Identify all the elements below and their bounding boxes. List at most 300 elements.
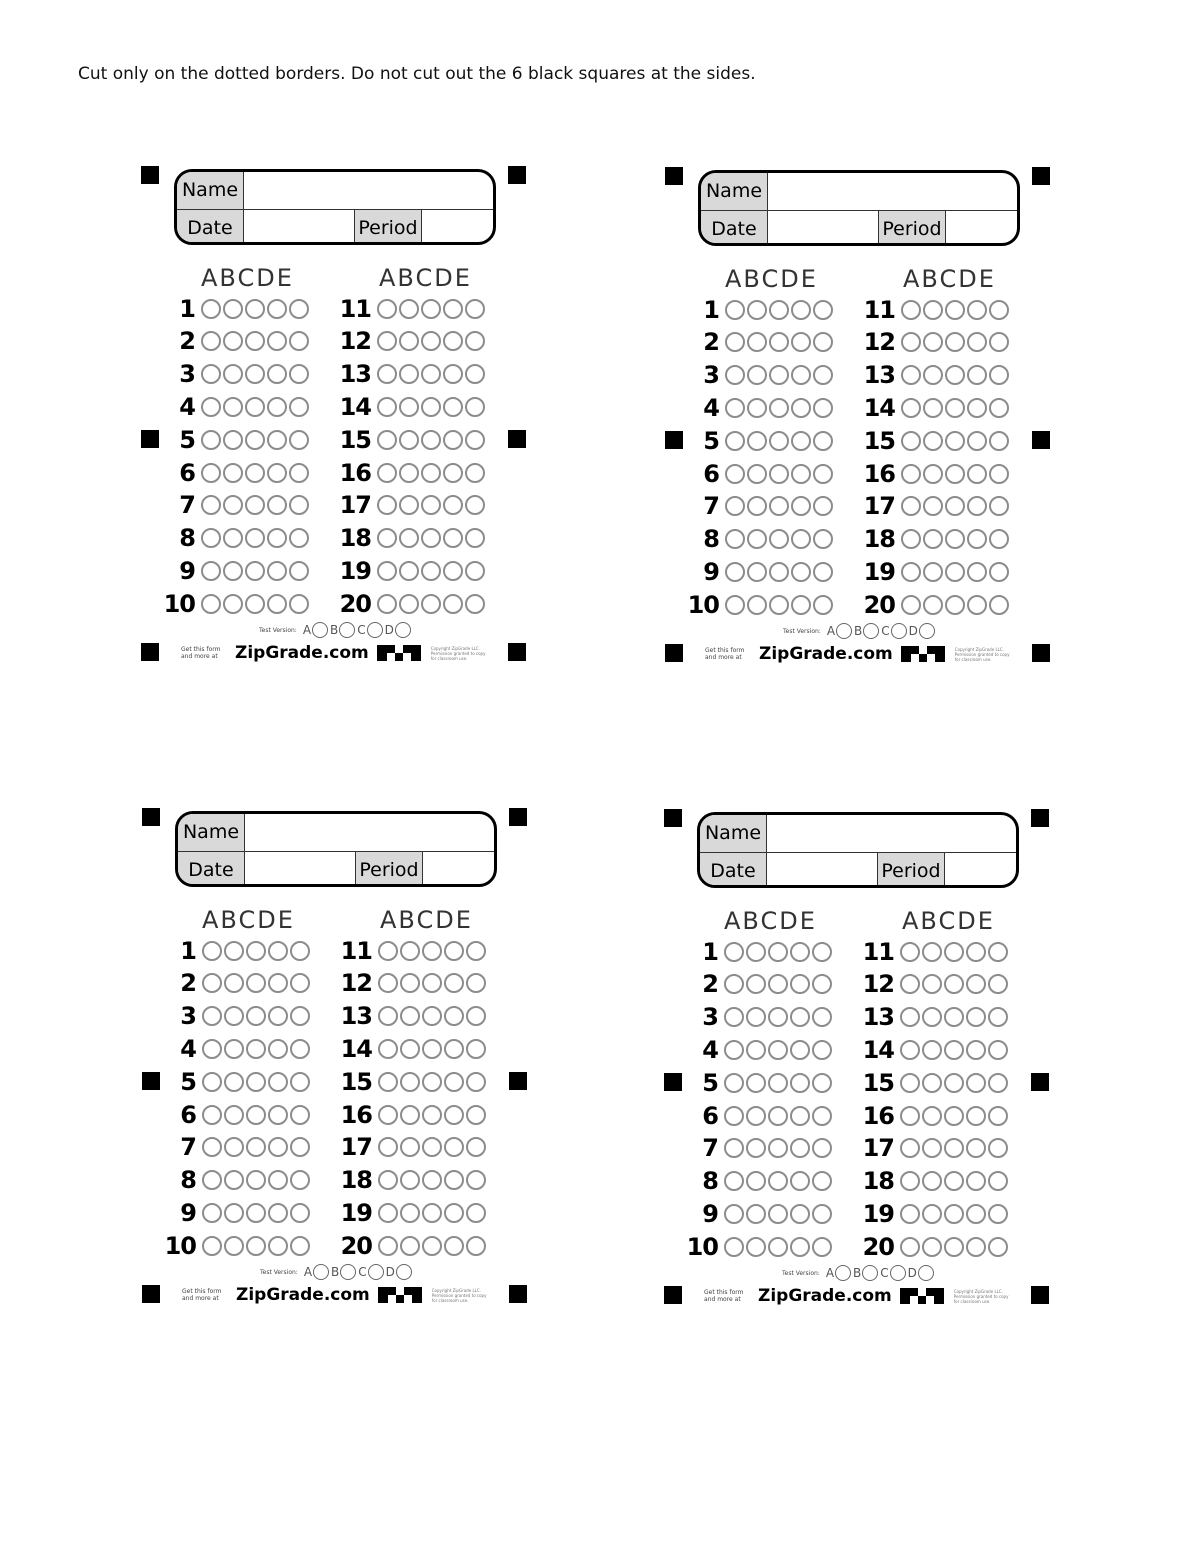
answer-bubble-d[interactable] bbox=[967, 431, 987, 451]
answer-bubble-e[interactable] bbox=[290, 1203, 310, 1223]
answer-bubble-b[interactable] bbox=[747, 496, 767, 516]
period-field[interactable] bbox=[945, 853, 1016, 888]
answer-bubble-d[interactable] bbox=[268, 1170, 288, 1190]
answer-bubble-e[interactable] bbox=[812, 1237, 832, 1257]
answer-bubble-d[interactable] bbox=[268, 1006, 288, 1026]
answer-bubble-b[interactable] bbox=[224, 1105, 244, 1125]
answer-bubble-b[interactable] bbox=[223, 397, 243, 417]
answer-bubble-e[interactable] bbox=[989, 496, 1009, 516]
answer-bubble-b[interactable] bbox=[224, 1006, 244, 1026]
answer-bubble-a[interactable] bbox=[900, 1007, 920, 1027]
answer-bubble-c[interactable] bbox=[768, 1138, 788, 1158]
answer-bubble-d[interactable] bbox=[791, 464, 811, 484]
answer-bubble-b[interactable] bbox=[399, 463, 419, 483]
answer-bubble-e[interactable] bbox=[465, 299, 485, 319]
answer-bubble-d[interactable] bbox=[267, 331, 287, 351]
answer-bubble-d[interactable] bbox=[268, 1105, 288, 1125]
answer-bubble-a[interactable] bbox=[378, 1006, 398, 1026]
answer-bubble-d[interactable] bbox=[443, 594, 463, 614]
answer-bubble-d[interactable] bbox=[967, 595, 987, 615]
answer-bubble-a[interactable] bbox=[202, 941, 222, 961]
answer-bubble-c[interactable] bbox=[246, 941, 266, 961]
answer-bubble-d[interactable] bbox=[967, 529, 987, 549]
answer-bubble-e[interactable] bbox=[466, 1039, 486, 1059]
answer-bubble-d[interactable] bbox=[444, 1105, 464, 1125]
answer-bubble-e[interactable] bbox=[289, 397, 309, 417]
answer-bubble-c[interactable] bbox=[246, 1203, 266, 1223]
answer-bubble-a[interactable] bbox=[901, 332, 921, 352]
answer-bubble-e[interactable] bbox=[988, 974, 1008, 994]
answer-bubble-b[interactable] bbox=[747, 365, 767, 385]
answer-bubble-e[interactable] bbox=[988, 1171, 1008, 1191]
answer-bubble-c[interactable] bbox=[769, 398, 789, 418]
answer-bubble-d[interactable] bbox=[966, 974, 986, 994]
answer-bubble-a[interactable] bbox=[901, 300, 921, 320]
answer-bubble-e[interactable] bbox=[813, 464, 833, 484]
answer-bubble-e[interactable] bbox=[290, 1170, 310, 1190]
answer-bubble-e[interactable] bbox=[465, 331, 485, 351]
answer-bubble-d[interactable] bbox=[268, 941, 288, 961]
answer-bubble-e[interactable] bbox=[812, 1040, 832, 1060]
answer-bubble-a[interactable] bbox=[900, 1106, 920, 1126]
answer-bubble-a[interactable] bbox=[377, 463, 397, 483]
answer-bubble-e[interactable] bbox=[465, 561, 485, 581]
answer-bubble-a[interactable] bbox=[201, 430, 221, 450]
answer-bubble-a[interactable] bbox=[725, 562, 745, 582]
answer-bubble-e[interactable] bbox=[465, 495, 485, 515]
answer-bubble-b[interactable] bbox=[923, 529, 943, 549]
answer-bubble-a[interactable] bbox=[202, 1072, 222, 1092]
answer-bubble-a[interactable] bbox=[201, 331, 221, 351]
answer-bubble-a[interactable] bbox=[725, 496, 745, 516]
answer-bubble-e[interactable] bbox=[988, 1007, 1008, 1027]
answer-bubble-a[interactable] bbox=[377, 430, 397, 450]
answer-bubble-c[interactable] bbox=[769, 464, 789, 484]
answer-bubble-d[interactable] bbox=[967, 398, 987, 418]
answer-bubble-d[interactable] bbox=[967, 464, 987, 484]
answer-bubble-e[interactable] bbox=[812, 942, 832, 962]
answer-bubble-c[interactable] bbox=[944, 1138, 964, 1158]
answer-bubble-a[interactable] bbox=[377, 397, 397, 417]
answer-bubble-d[interactable] bbox=[443, 528, 463, 548]
answer-bubble-c[interactable] bbox=[246, 1105, 266, 1125]
answer-bubble-e[interactable] bbox=[466, 973, 486, 993]
answer-bubble-c[interactable] bbox=[768, 1237, 788, 1257]
answer-bubble-b[interactable] bbox=[224, 941, 244, 961]
answer-bubble-c[interactable] bbox=[769, 496, 789, 516]
date-field[interactable] bbox=[245, 852, 356, 887]
answer-bubble-e[interactable] bbox=[813, 595, 833, 615]
answer-bubble-c[interactable] bbox=[944, 1171, 964, 1191]
answer-bubble-a[interactable] bbox=[202, 1039, 222, 1059]
answer-bubble-c[interactable] bbox=[421, 364, 441, 384]
answer-bubble-d[interactable] bbox=[444, 1170, 464, 1190]
answer-bubble-c[interactable] bbox=[421, 430, 441, 450]
answer-bubble-d[interactable] bbox=[967, 332, 987, 352]
answer-bubble-e[interactable] bbox=[465, 528, 485, 548]
answer-bubble-a[interactable] bbox=[900, 1040, 920, 1060]
answer-bubble-a[interactable] bbox=[901, 365, 921, 385]
answer-bubble-a[interactable] bbox=[725, 431, 745, 451]
answer-bubble-b[interactable] bbox=[746, 1007, 766, 1027]
answer-bubble-e[interactable] bbox=[466, 1072, 486, 1092]
answer-bubble-c[interactable] bbox=[945, 496, 965, 516]
answer-bubble-d[interactable] bbox=[966, 1073, 986, 1093]
answer-bubble-c[interactable] bbox=[945, 365, 965, 385]
answer-bubble-e[interactable] bbox=[812, 1171, 832, 1191]
answer-bubble-c[interactable] bbox=[769, 595, 789, 615]
answer-bubble-b[interactable] bbox=[746, 1040, 766, 1060]
answer-bubble-e[interactable] bbox=[466, 1236, 486, 1256]
answer-bubble-c[interactable] bbox=[768, 1106, 788, 1126]
name-field[interactable] bbox=[767, 815, 1016, 852]
answer-bubble-a[interactable] bbox=[724, 1237, 744, 1257]
answer-bubble-d[interactable] bbox=[967, 562, 987, 582]
answer-bubble-e[interactable] bbox=[989, 529, 1009, 549]
answer-bubble-b[interactable] bbox=[399, 299, 419, 319]
answer-bubble-c[interactable] bbox=[421, 561, 441, 581]
answer-bubble-e[interactable] bbox=[989, 431, 1009, 451]
answer-bubble-e[interactable] bbox=[812, 1106, 832, 1126]
answer-bubble-d[interactable] bbox=[444, 973, 464, 993]
answer-bubble-c[interactable] bbox=[945, 595, 965, 615]
answer-bubble-c[interactable] bbox=[944, 1040, 964, 1060]
answer-bubble-a[interactable] bbox=[901, 464, 921, 484]
answer-bubble-a[interactable] bbox=[377, 331, 397, 351]
answer-bubble-a[interactable] bbox=[900, 1171, 920, 1191]
answer-bubble-c[interactable] bbox=[422, 1203, 442, 1223]
answer-bubble-b[interactable] bbox=[224, 1203, 244, 1223]
answer-bubble-d[interactable] bbox=[267, 397, 287, 417]
answer-bubble-c[interactable] bbox=[768, 974, 788, 994]
answer-bubble-a[interactable] bbox=[725, 398, 745, 418]
answer-bubble-e[interactable] bbox=[466, 1006, 486, 1026]
answer-bubble-e[interactable] bbox=[988, 1106, 1008, 1126]
answer-bubble-d[interactable] bbox=[791, 496, 811, 516]
answer-bubble-c[interactable] bbox=[769, 529, 789, 549]
answer-bubble-c[interactable] bbox=[246, 1137, 266, 1157]
answer-bubble-d[interactable] bbox=[790, 1171, 810, 1191]
answer-bubble-c[interactable] bbox=[422, 1072, 442, 1092]
answer-bubble-e[interactable] bbox=[466, 941, 486, 961]
answer-bubble-c[interactable] bbox=[768, 1204, 788, 1224]
answer-bubble-c[interactable] bbox=[422, 973, 442, 993]
answer-bubble-b[interactable] bbox=[399, 528, 419, 548]
answer-bubble-e[interactable] bbox=[812, 1138, 832, 1158]
version-bubble-d[interactable] bbox=[396, 1264, 412, 1280]
answer-bubble-c[interactable] bbox=[945, 562, 965, 582]
answer-bubble-b[interactable] bbox=[400, 1105, 420, 1125]
answer-bubble-b[interactable] bbox=[923, 300, 943, 320]
answer-bubble-d[interactable] bbox=[790, 1007, 810, 1027]
answer-bubble-c[interactable] bbox=[246, 1072, 266, 1092]
answer-bubble-a[interactable] bbox=[724, 1171, 744, 1191]
answer-bubble-b[interactable] bbox=[224, 1137, 244, 1157]
answer-bubble-b[interactable] bbox=[224, 1039, 244, 1059]
answer-bubble-e[interactable] bbox=[289, 495, 309, 515]
answer-bubble-d[interactable] bbox=[791, 365, 811, 385]
answer-bubble-b[interactable] bbox=[399, 430, 419, 450]
answer-bubble-c[interactable] bbox=[769, 300, 789, 320]
answer-bubble-a[interactable] bbox=[201, 299, 221, 319]
answer-bubble-a[interactable] bbox=[900, 1204, 920, 1224]
answer-bubble-c[interactable] bbox=[245, 331, 265, 351]
version-bubble-d[interactable] bbox=[918, 1265, 934, 1281]
answer-bubble-b[interactable] bbox=[224, 1170, 244, 1190]
answer-bubble-e[interactable] bbox=[466, 1105, 486, 1125]
answer-bubble-b[interactable] bbox=[399, 331, 419, 351]
version-bubble-b[interactable] bbox=[863, 623, 879, 639]
answer-bubble-c[interactable] bbox=[422, 1105, 442, 1125]
answer-bubble-c[interactable] bbox=[245, 495, 265, 515]
answer-bubble-b[interactable] bbox=[746, 1204, 766, 1224]
answer-bubble-c[interactable] bbox=[944, 1106, 964, 1126]
answer-bubble-a[interactable] bbox=[202, 1006, 222, 1026]
answer-bubble-b[interactable] bbox=[922, 942, 942, 962]
period-field[interactable] bbox=[946, 211, 1017, 246]
version-bubble-a[interactable] bbox=[312, 622, 328, 638]
answer-bubble-a[interactable] bbox=[901, 562, 921, 582]
answer-bubble-d[interactable] bbox=[966, 1007, 986, 1027]
answer-bubble-a[interactable] bbox=[377, 364, 397, 384]
answer-bubble-e[interactable] bbox=[989, 332, 1009, 352]
answer-bubble-e[interactable] bbox=[290, 1236, 310, 1256]
answer-bubble-e[interactable] bbox=[290, 1039, 310, 1059]
answer-bubble-b[interactable] bbox=[922, 974, 942, 994]
answer-bubble-d[interactable] bbox=[267, 463, 287, 483]
answer-bubble-d[interactable] bbox=[444, 1236, 464, 1256]
answer-bubble-d[interactable] bbox=[267, 299, 287, 319]
answer-bubble-b[interactable] bbox=[746, 942, 766, 962]
answer-bubble-d[interactable] bbox=[790, 1040, 810, 1060]
answer-bubble-a[interactable] bbox=[724, 1073, 744, 1093]
answer-bubble-a[interactable] bbox=[202, 1236, 222, 1256]
answer-bubble-c[interactable] bbox=[421, 299, 441, 319]
answer-bubble-a[interactable] bbox=[201, 364, 221, 384]
answer-bubble-b[interactable] bbox=[746, 1073, 766, 1093]
answer-bubble-a[interactable] bbox=[377, 299, 397, 319]
answer-bubble-b[interactable] bbox=[400, 1006, 420, 1026]
answer-bubble-b[interactable] bbox=[400, 1236, 420, 1256]
answer-bubble-d[interactable] bbox=[966, 942, 986, 962]
answer-bubble-e[interactable] bbox=[988, 1073, 1008, 1093]
answer-bubble-a[interactable] bbox=[900, 1073, 920, 1093]
answer-bubble-e[interactable] bbox=[988, 1204, 1008, 1224]
answer-bubble-e[interactable] bbox=[290, 1137, 310, 1157]
answer-bubble-b[interactable] bbox=[923, 398, 943, 418]
answer-bubble-c[interactable] bbox=[421, 463, 441, 483]
answer-bubble-d[interactable] bbox=[966, 1204, 986, 1224]
answer-bubble-b[interactable] bbox=[399, 594, 419, 614]
answer-bubble-b[interactable] bbox=[400, 1137, 420, 1157]
answer-bubble-a[interactable] bbox=[724, 1040, 744, 1060]
answer-bubble-b[interactable] bbox=[224, 1072, 244, 1092]
answer-bubble-e[interactable] bbox=[812, 1007, 832, 1027]
answer-bubble-d[interactable] bbox=[268, 973, 288, 993]
answer-bubble-b[interactable] bbox=[223, 299, 243, 319]
version-bubble-d[interactable] bbox=[919, 623, 935, 639]
answer-bubble-d[interactable] bbox=[267, 495, 287, 515]
answer-bubble-c[interactable] bbox=[245, 594, 265, 614]
answer-bubble-b[interactable] bbox=[223, 561, 243, 581]
answer-bubble-c[interactable] bbox=[769, 562, 789, 582]
answer-bubble-a[interactable] bbox=[901, 431, 921, 451]
answer-bubble-b[interactable] bbox=[223, 331, 243, 351]
answer-bubble-b[interactable] bbox=[747, 562, 767, 582]
answer-bubble-a[interactable] bbox=[901, 595, 921, 615]
answer-bubble-d[interactable] bbox=[443, 430, 463, 450]
answer-bubble-b[interactable] bbox=[223, 528, 243, 548]
answer-bubble-c[interactable] bbox=[944, 1073, 964, 1093]
version-bubble-c[interactable] bbox=[367, 622, 383, 638]
answer-bubble-e[interactable] bbox=[466, 1137, 486, 1157]
answer-bubble-a[interactable] bbox=[724, 1138, 744, 1158]
answer-bubble-b[interactable] bbox=[400, 973, 420, 993]
answer-bubble-c[interactable] bbox=[945, 464, 965, 484]
answer-bubble-d[interactable] bbox=[966, 1237, 986, 1257]
answer-bubble-b[interactable] bbox=[223, 364, 243, 384]
answer-bubble-e[interactable] bbox=[289, 364, 309, 384]
answer-bubble-d[interactable] bbox=[443, 397, 463, 417]
answer-bubble-a[interactable] bbox=[725, 365, 745, 385]
name-field[interactable] bbox=[244, 172, 493, 209]
answer-bubble-a[interactable] bbox=[202, 973, 222, 993]
answer-bubble-e[interactable] bbox=[465, 594, 485, 614]
answer-bubble-a[interactable] bbox=[724, 1007, 744, 1027]
answer-bubble-b[interactable] bbox=[400, 1203, 420, 1223]
answer-bubble-e[interactable] bbox=[989, 464, 1009, 484]
answer-bubble-a[interactable] bbox=[725, 300, 745, 320]
answer-bubble-c[interactable] bbox=[945, 398, 965, 418]
answer-bubble-c[interactable] bbox=[945, 431, 965, 451]
version-bubble-d[interactable] bbox=[395, 622, 411, 638]
answer-bubble-c[interactable] bbox=[246, 1170, 266, 1190]
answer-bubble-e[interactable] bbox=[812, 974, 832, 994]
answer-bubble-b[interactable] bbox=[747, 332, 767, 352]
answer-bubble-a[interactable] bbox=[725, 332, 745, 352]
answer-bubble-d[interactable] bbox=[967, 300, 987, 320]
version-bubble-a[interactable] bbox=[835, 1265, 851, 1281]
answer-bubble-c[interactable] bbox=[421, 495, 441, 515]
answer-bubble-e[interactable] bbox=[290, 1105, 310, 1125]
answer-bubble-e[interactable] bbox=[465, 430, 485, 450]
answer-bubble-e[interactable] bbox=[813, 300, 833, 320]
answer-bubble-b[interactable] bbox=[747, 431, 767, 451]
version-bubble-c[interactable] bbox=[890, 1265, 906, 1281]
answer-bubble-e[interactable] bbox=[465, 463, 485, 483]
answer-bubble-e[interactable] bbox=[813, 398, 833, 418]
answer-bubble-e[interactable] bbox=[813, 332, 833, 352]
answer-bubble-b[interactable] bbox=[746, 1237, 766, 1257]
answer-bubble-b[interactable] bbox=[923, 562, 943, 582]
version-bubble-c[interactable] bbox=[891, 623, 907, 639]
answer-bubble-e[interactable] bbox=[812, 1204, 832, 1224]
period-field[interactable] bbox=[422, 210, 493, 245]
answer-bubble-e[interactable] bbox=[290, 941, 310, 961]
answer-bubble-a[interactable] bbox=[724, 942, 744, 962]
answer-bubble-a[interactable] bbox=[201, 463, 221, 483]
answer-bubble-a[interactable] bbox=[201, 594, 221, 614]
answer-bubble-e[interactable] bbox=[290, 1072, 310, 1092]
answer-bubble-c[interactable] bbox=[768, 1007, 788, 1027]
answer-bubble-c[interactable] bbox=[768, 1040, 788, 1060]
answer-bubble-b[interactable] bbox=[224, 1236, 244, 1256]
answer-bubble-a[interactable] bbox=[724, 1204, 744, 1224]
answer-bubble-a[interactable] bbox=[725, 595, 745, 615]
answer-bubble-d[interactable] bbox=[267, 364, 287, 384]
answer-bubble-b[interactable] bbox=[747, 398, 767, 418]
answer-bubble-a[interactable] bbox=[377, 594, 397, 614]
answer-bubble-c[interactable] bbox=[944, 974, 964, 994]
answer-bubble-a[interactable] bbox=[378, 973, 398, 993]
answer-bubble-b[interactable] bbox=[922, 1237, 942, 1257]
answer-bubble-e[interactable] bbox=[988, 1040, 1008, 1060]
answer-bubble-b[interactable] bbox=[224, 973, 244, 993]
name-field[interactable] bbox=[245, 814, 494, 851]
date-field[interactable] bbox=[244, 210, 355, 245]
answer-bubble-b[interactable] bbox=[223, 495, 243, 515]
answer-bubble-d[interactable] bbox=[790, 974, 810, 994]
answer-bubble-c[interactable] bbox=[422, 1170, 442, 1190]
period-field[interactable] bbox=[423, 852, 494, 887]
answer-bubble-d[interactable] bbox=[966, 1106, 986, 1126]
answer-bubble-e[interactable] bbox=[466, 1203, 486, 1223]
version-bubble-b[interactable] bbox=[339, 622, 355, 638]
answer-bubble-d[interactable] bbox=[268, 1039, 288, 1059]
answer-bubble-d[interactable] bbox=[268, 1203, 288, 1223]
answer-bubble-a[interactable] bbox=[378, 1203, 398, 1223]
answer-bubble-b[interactable] bbox=[746, 1106, 766, 1126]
answer-bubble-c[interactable] bbox=[945, 529, 965, 549]
answer-bubble-e[interactable] bbox=[813, 496, 833, 516]
answer-bubble-a[interactable] bbox=[378, 1137, 398, 1157]
answer-bubble-d[interactable] bbox=[444, 1203, 464, 1223]
answer-bubble-b[interactable] bbox=[923, 496, 943, 516]
answer-bubble-a[interactable] bbox=[900, 1237, 920, 1257]
answer-bubble-c[interactable] bbox=[944, 1204, 964, 1224]
answer-bubble-d[interactable] bbox=[790, 1106, 810, 1126]
answer-bubble-a[interactable] bbox=[900, 1138, 920, 1158]
answer-bubble-b[interactable] bbox=[923, 431, 943, 451]
answer-bubble-d[interactable] bbox=[791, 595, 811, 615]
answer-bubble-a[interactable] bbox=[378, 1105, 398, 1125]
answer-bubble-d[interactable] bbox=[443, 495, 463, 515]
answer-bubble-d[interactable] bbox=[790, 942, 810, 962]
answer-bubble-a[interactable] bbox=[377, 528, 397, 548]
answer-bubble-b[interactable] bbox=[747, 464, 767, 484]
answer-bubble-e[interactable] bbox=[813, 431, 833, 451]
answer-bubble-d[interactable] bbox=[267, 594, 287, 614]
answer-bubble-c[interactable] bbox=[944, 942, 964, 962]
answer-bubble-e[interactable] bbox=[465, 397, 485, 417]
answer-bubble-e[interactable] bbox=[289, 561, 309, 581]
answer-bubble-b[interactable] bbox=[400, 1072, 420, 1092]
answer-bubble-e[interactable] bbox=[289, 331, 309, 351]
answer-bubble-b[interactable] bbox=[923, 595, 943, 615]
answer-bubble-d[interactable] bbox=[444, 941, 464, 961]
answer-bubble-d[interactable] bbox=[444, 1006, 464, 1026]
answer-bubble-e[interactable] bbox=[988, 942, 1008, 962]
answer-bubble-b[interactable] bbox=[746, 1138, 766, 1158]
answer-bubble-d[interactable] bbox=[443, 561, 463, 581]
version-bubble-c[interactable] bbox=[368, 1264, 384, 1280]
answer-bubble-c[interactable] bbox=[422, 1137, 442, 1157]
answer-bubble-a[interactable] bbox=[725, 529, 745, 549]
answer-bubble-b[interactable] bbox=[223, 463, 243, 483]
answer-bubble-d[interactable] bbox=[967, 496, 987, 516]
answer-bubble-a[interactable] bbox=[900, 974, 920, 994]
answer-bubble-c[interactable] bbox=[769, 431, 789, 451]
